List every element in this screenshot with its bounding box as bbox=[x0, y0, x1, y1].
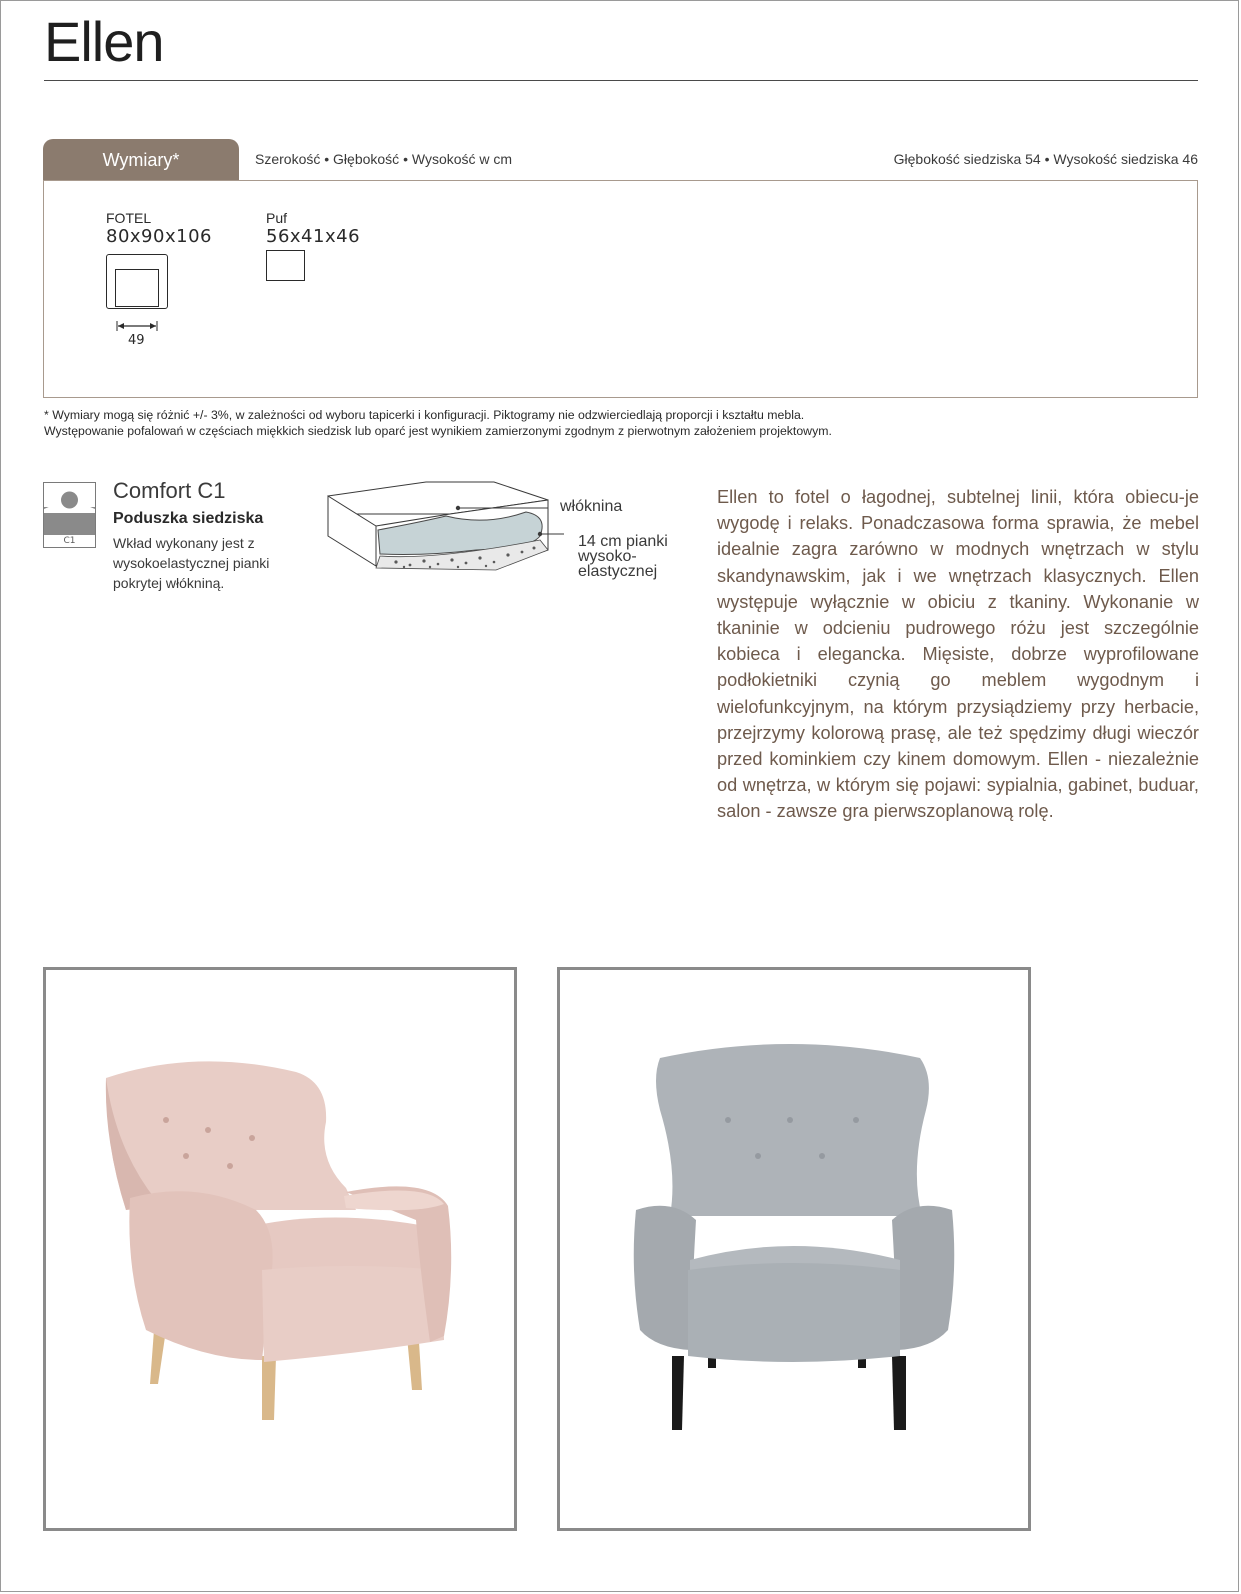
foam-label-line-2: wysoko- bbox=[578, 548, 637, 565]
item-size-fotel: 80x90x106 bbox=[106, 226, 212, 247]
comfort-level-icon bbox=[43, 482, 96, 548]
fiber-label: włóknina bbox=[560, 498, 623, 515]
pink-armchair-image bbox=[46, 970, 514, 1528]
seat-dimensions-note: Głębokość siedziska 54 • Wysokość siedziska 46 bbox=[893, 151, 1198, 167]
page-title: Ellen bbox=[44, 10, 164, 73]
dimensions-box bbox=[43, 180, 1198, 398]
grey-armchair-image bbox=[560, 970, 1028, 1528]
foam-label bbox=[578, 534, 668, 579]
dimensions-units-note: Szerokość • Głębokość • Wysokość w cm bbox=[255, 151, 513, 167]
armchair-pictogram-icon bbox=[106, 254, 168, 309]
title-divider bbox=[44, 80, 1198, 81]
footnote bbox=[44, 407, 832, 439]
product-photo-pink bbox=[43, 967, 517, 1531]
item-size-puf: 56x41x46 bbox=[266, 226, 361, 247]
comfort-title: Comfort C1 bbox=[113, 478, 226, 503]
product-description: Ellen to fotel o łagodnej, subtelnej linii, która obiecu-je wygodę i relaks. Ponadczasowa forma sprawia, że mebel idealnie zagra zarówno w modnych wnętrzach w stylu skandynawskim, jak i we wnętrzach klasycznych. Ellen występuje wyłącznie w obiciu z tkaniny. Wykonanie w tkaninie w odcieniu pudrowego różu jest szczególnie kobieca i elegancka. Mięsiste, dobrze wyprofilowane podłokietniki czynią go meblem wygodnym i wielofunkcyjnym, na którym przysiądziemy przy herbacie, przejrzymy kolorową prasę, ale też spędzimy długi wieczór przed kominkiem czy kinem domowym. Ellen - niezależnie od wnętrza, w którym się pojawi: sypialnia, gabinet, buduar, salon - zawsze gra pierwszoplanową rolę. bbox=[717, 487, 1199, 822]
footnote-line-1: * Wymiary mogą się różnić +/- 3%, w zależności od wyboru tapicerki i konfiguracji. Piktogramy nie odzwierciedlają proporcji i kształtu mebla. bbox=[44, 408, 805, 422]
footnote-line-2: Występowanie pofalowań w częściach miękkich siedzisk lub oparć jest wynikiem zamierzonymi zgodnym z pierwotnym założeniem projektowym. bbox=[44, 424, 832, 438]
product-photo-grey bbox=[557, 967, 1031, 1531]
item-name-fotel: FOTEL bbox=[106, 210, 152, 226]
foam-label-line-3: elastycznej bbox=[578, 563, 658, 580]
comfort-subtitle: Poduszka siedziska bbox=[113, 510, 264, 527]
seat-width-value: 49 bbox=[128, 333, 145, 348]
seat-comfort-icon bbox=[44, 483, 95, 535]
comfort-icon-label: C1 bbox=[63, 536, 76, 546]
foam-label-line-1: 14 cm pianki bbox=[578, 533, 668, 550]
item-name-puf: Puf bbox=[266, 210, 288, 226]
pouf-pictogram-icon bbox=[266, 250, 305, 281]
comfort-description: Wkład wykonany jest z wysokoelastycznej pianki pokrytej włókniną. bbox=[113, 535, 270, 591]
double-arrow-icon bbox=[115, 318, 159, 334]
dimensions-tab: Wymiary* bbox=[43, 139, 239, 181]
